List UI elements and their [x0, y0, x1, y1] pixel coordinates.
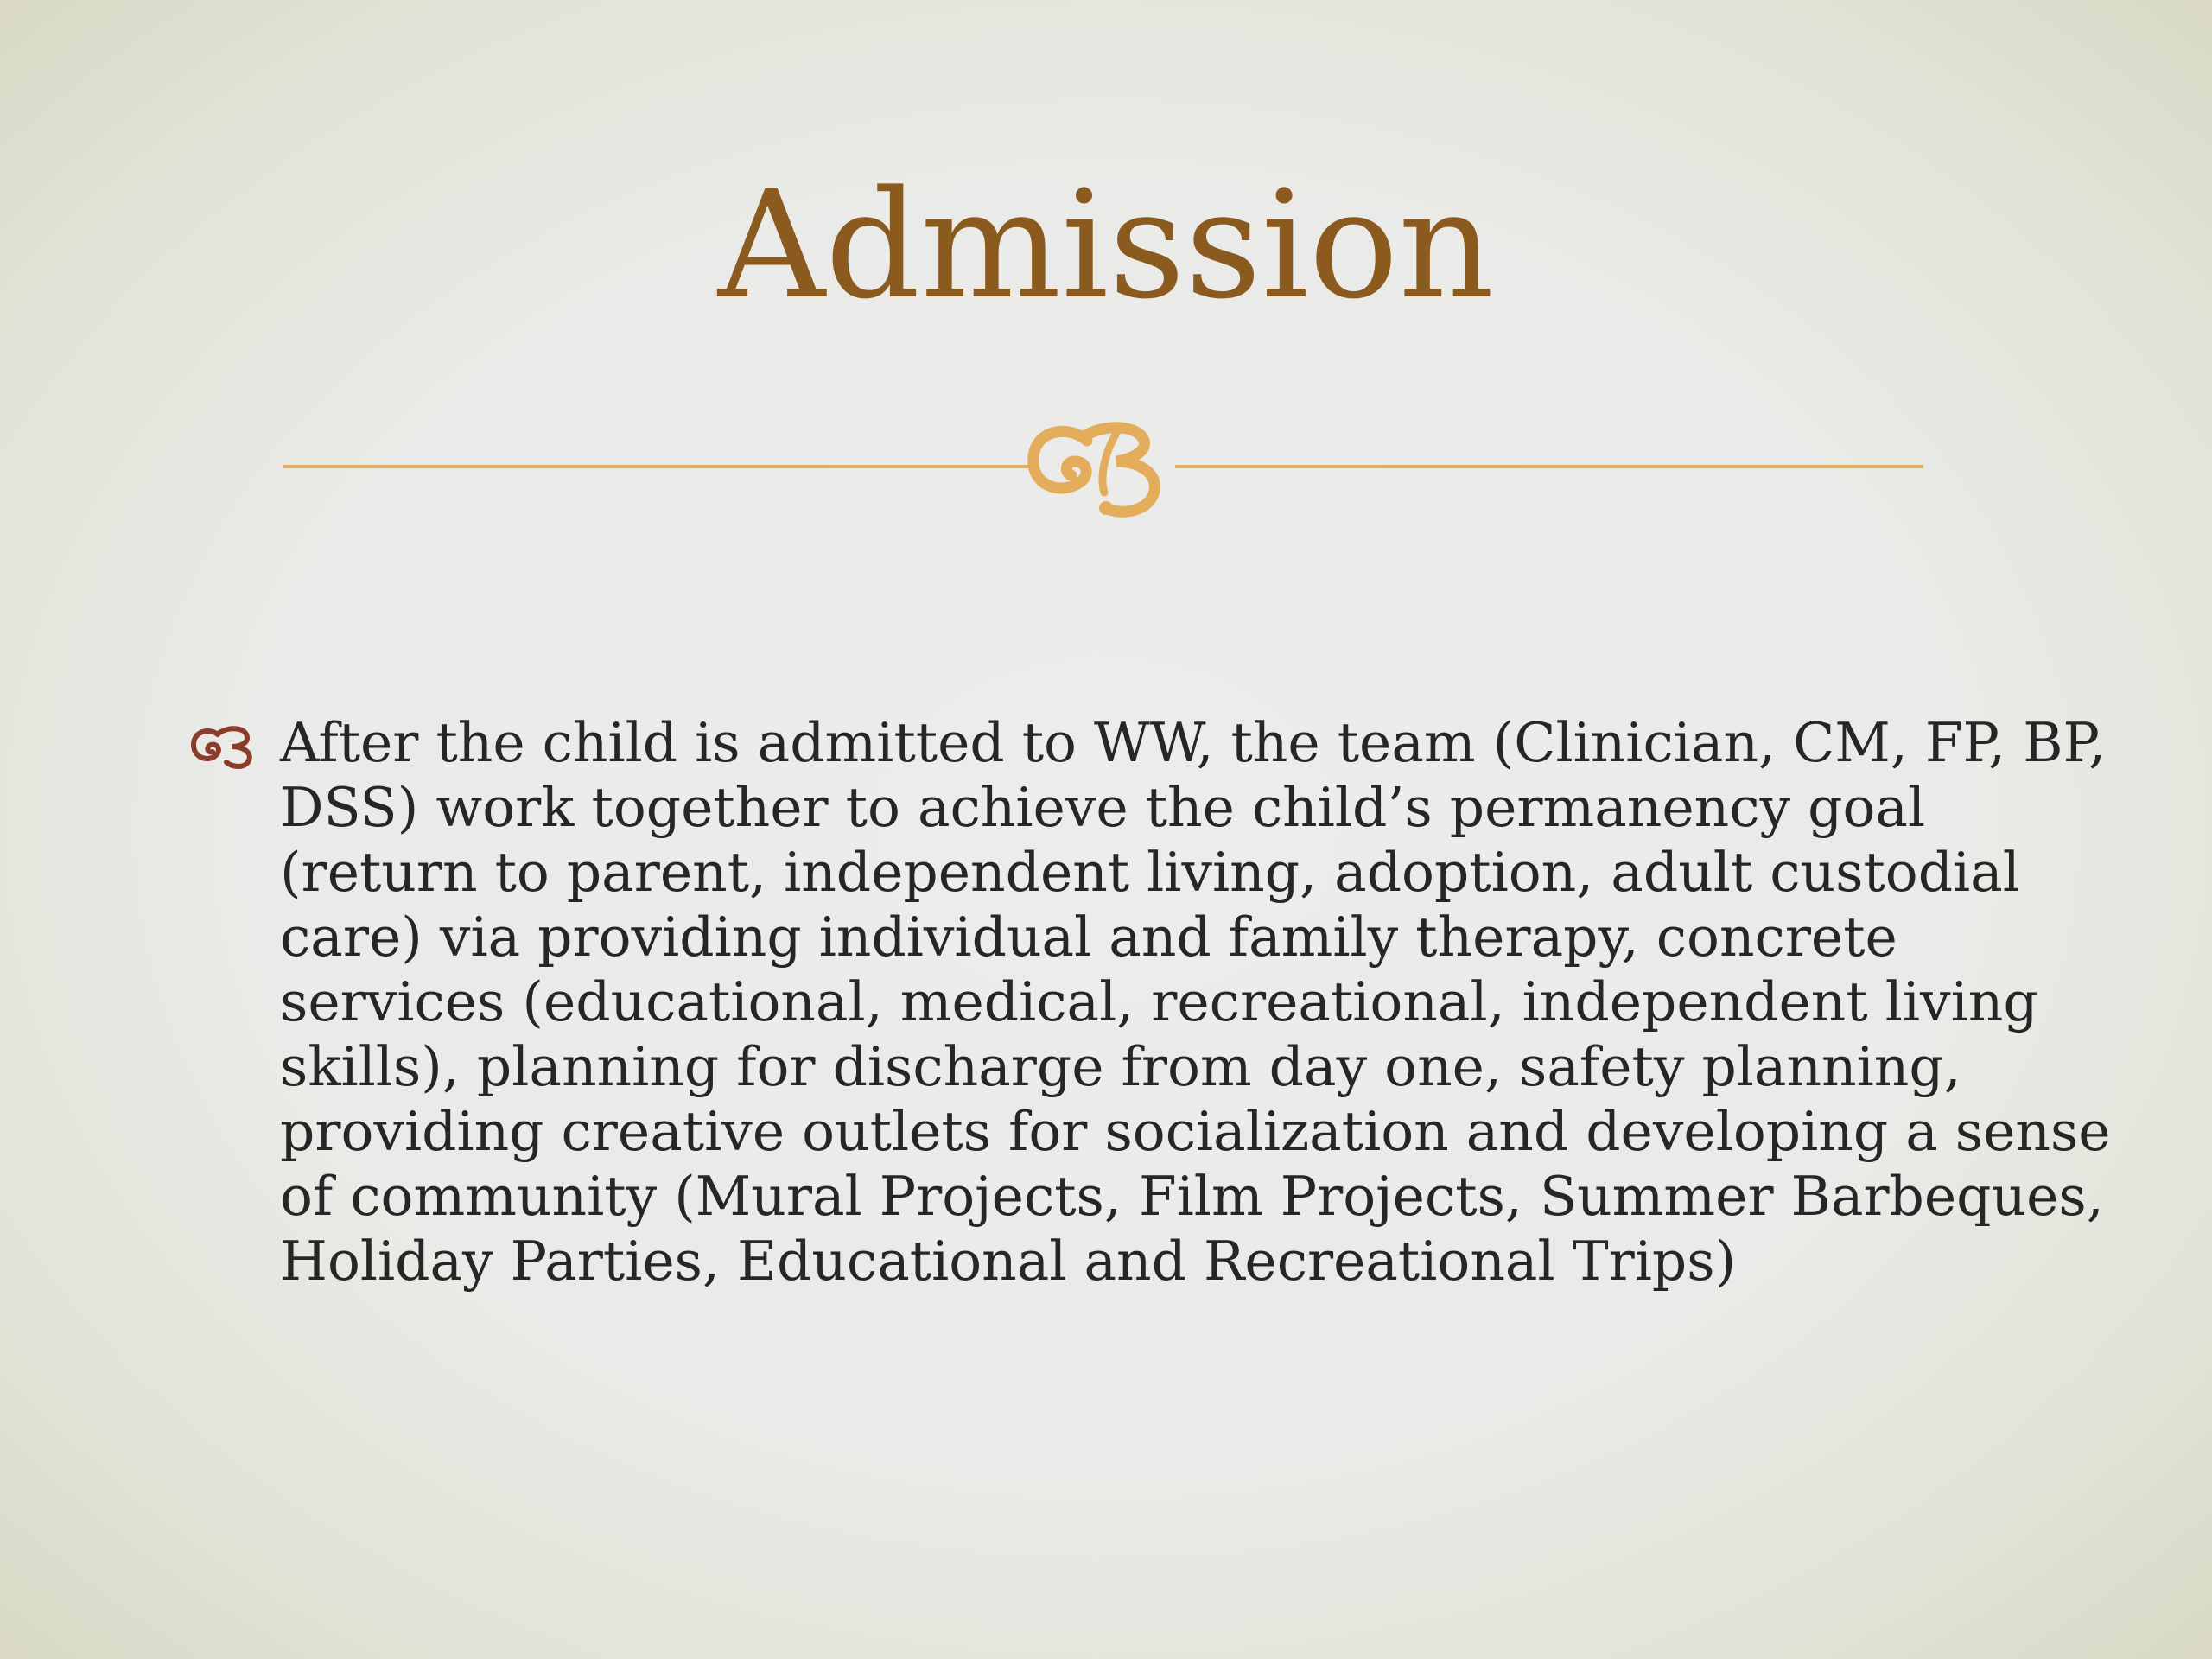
bullet-text: After the child is admitted to WW, the team (Clinician, CM, FP, BP, DSS) work together to achieve the child’s permanency goal (return to parent, independent living, adoption, adult custodial care) via providing individual and family therapy, concrete services (educational, medical, recreational, independent living skills), planning for discharge from day one, safety planning, providing creative outlets for socialization and developing a sense of community (Mural Projects, Film Projects, Summer Barbeques, Holiday Parties, Educational and Recreational Trips)	[280, 711, 2111, 1293]
flourish-divider-icon	[283, 406, 1923, 527]
flourish-bullet-icon	[188, 722, 256, 769]
slide-title: Admission	[717, 158, 1495, 332]
